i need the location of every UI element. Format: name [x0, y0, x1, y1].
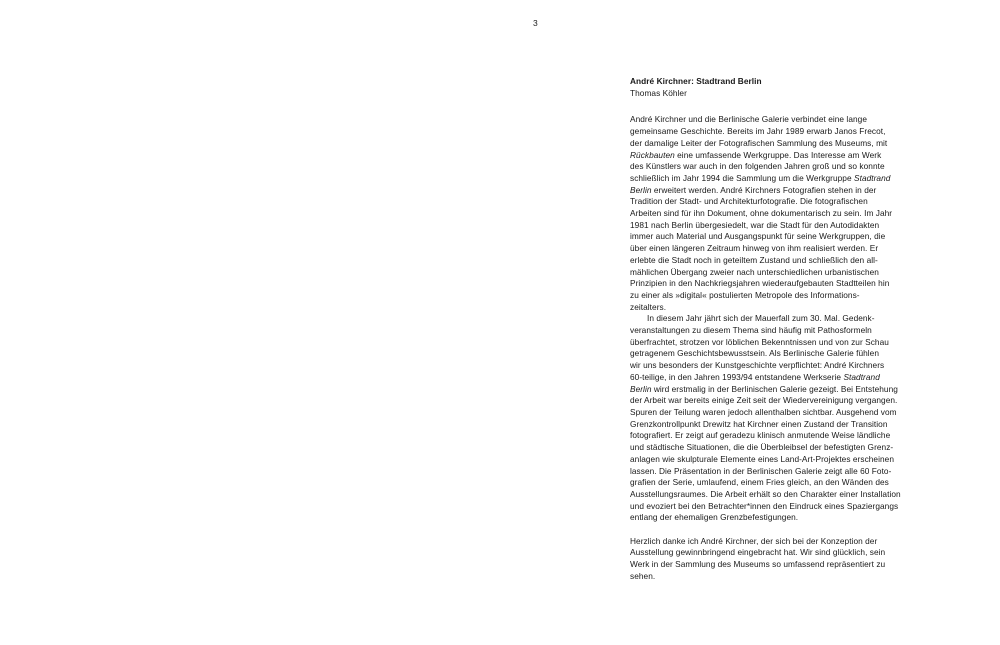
text-line: [630, 559, 920, 571]
text-run: wird erstmalig in der Berlinischen Galerie gezeigt. Bei Entstehung: [651, 383, 898, 394]
text-run: Tradition der Stadt- und Architekturfotografie. Die fotografischen: [630, 196, 868, 207]
text-run: grafien der Serie, umlaufend, einem Fries gleich, an den Wänden des: [630, 477, 889, 488]
article-author: Thomas Köhler: [630, 87, 687, 98]
text-run: Spuren der Teilung waren jedoch allenthalben sichtbar. Ausgehend vom: [630, 406, 897, 417]
text-line: [630, 384, 920, 396]
text-line: [630, 267, 920, 279]
text-line: [630, 501, 920, 513]
text-line: [630, 536, 920, 548]
text-run: Grenzkontrollpunkt Drewitz hat Kirchner einen Zustand der Transition: [630, 418, 888, 429]
text-line: [630, 547, 920, 559]
text-run: erweitert werden. André Kirchners Fotografien stehen in der: [651, 184, 877, 195]
text-run: über einen längeren Zeitraum hinweg von ihm realisiert werden. Er: [630, 243, 879, 254]
page-number: 3: [533, 18, 538, 28]
text-run: André Kirchner und die Berlinische Galerie verbindet eine lange: [630, 114, 867, 125]
italic-title-run: Stadtrand: [843, 371, 880, 382]
text-run: sehen.: [630, 570, 656, 581]
paragraph-intro: [630, 114, 920, 313]
text-line: [630, 243, 920, 255]
text-line: [630, 372, 920, 384]
text-line: [630, 407, 920, 419]
text-run: immer auch Material und Ausgangspunkt für seine Werkgruppen, die: [630, 231, 886, 242]
text-run: Herzlich danke ich André Kirchner, der sich bei der Konzeption der: [630, 535, 878, 546]
article: [630, 76, 920, 583]
text-line: [630, 173, 920, 185]
text-run: und städtische Situationen, die die Überbleibsel der befestigten Grenz-: [630, 442, 894, 453]
text-line: [630, 196, 920, 208]
text-line: [630, 138, 920, 150]
text-run: entlang der ehemaligen Grenzbefestigungen.: [630, 512, 799, 523]
italic-title-run: Stadtrand: [854, 172, 891, 183]
text-run: 1981 nach Berlin übergesiedelt, war die Stadt für den Autodidakten: [630, 219, 880, 230]
text-run: der damalige Leiter der Fotografischen Sammlung des Museums, mit: [630, 137, 888, 148]
text-line: [630, 360, 920, 372]
text-line: [630, 313, 920, 325]
text-run: schließlich im Jahr 1994 die Sammlung um die Werkgruppe: [630, 172, 854, 183]
text-line: [630, 278, 920, 290]
text-run: 60-teilige, in den Jahren 1993/94 entstandene Werkserie: [630, 371, 844, 382]
text-run: Werk in der Sammlung des Museums so umfassend repräsentiert zu: [630, 559, 886, 570]
text-line: [630, 512, 920, 524]
italic-title-run: Berlin: [630, 383, 652, 394]
article-body: [630, 114, 920, 582]
paragraph-mauerfall: [630, 313, 920, 524]
text-line: [630, 185, 920, 197]
text-line: [630, 489, 920, 501]
text-run: des Künstlers war auch in den folgenden Jahren groß und so konnte: [630, 161, 885, 172]
text-run: erlebte die Stadt noch in geteiltem Zustand und schließlich den all-: [630, 254, 878, 265]
text-line: [630, 231, 920, 243]
text-run: anlagen wie skulpturale Elemente eines Land-Art-Projektes erscheinen: [630, 453, 894, 464]
text-run: Ausstellung gewinnbringend eingebracht hat. Wir sind glücklich, sein: [630, 547, 886, 558]
text-run: veranstaltungen zu diesem Thema sind häufig mit Pathosformeln: [630, 325, 872, 336]
text-line: [630, 571, 920, 583]
text-line: [630, 466, 920, 478]
text-run: lassen. Die Präsentation in der Berlinischen Galerie zeigt alle 60 Foto-: [630, 465, 892, 476]
text-line: [630, 150, 920, 162]
italic-title-run: Rückbauten: [630, 149, 675, 160]
text-run: eine umfassende Werkgruppe. Das Interesse am Werk: [674, 149, 882, 160]
text-line: [630, 161, 920, 173]
text-line: [630, 454, 920, 466]
text-line: [630, 114, 920, 126]
text-run: zu einer als »digital« postulierten Metropole des Informations-: [630, 289, 860, 300]
text-run: fotografiert. Er zeigt auf geradezu klinisch anmutende Weise ländliche: [630, 430, 891, 441]
text-line: [630, 255, 920, 267]
text-run: getragenem Geschichtsbewusstsein. Als Berlinische Galerie fühlen: [630, 348, 880, 359]
text-run: gemeinsame Geschichte. Bereits im Jahr 1989 erwarb Janos Frecot,: [630, 126, 886, 137]
italic-title-run: Berlin: [630, 184, 652, 195]
text-line: [630, 220, 920, 232]
text-run: und evoziert bei den Betrachter*innen den Eindruck eines Spaziergangs: [630, 500, 899, 511]
text-run: Arbeiten sind für ihn Dokument, ohne dokumentarisch zu sein. Im Jahr: [630, 208, 893, 219]
text-run: überfrachtet, strotzen vor löblichen Bekenntnissen und von zur Schau: [630, 336, 889, 347]
text-line: [630, 419, 920, 431]
text-run: Ausstellungsraumes. Die Arbeit erhält so den Charakter einer Installation: [630, 488, 901, 499]
text-line: [630, 290, 920, 302]
text-run: der Arbeit war bereits einige Zeit seit der Wiedervereinigung vergangen.: [630, 395, 898, 406]
text-line: [630, 442, 920, 454]
text-line: [630, 395, 920, 407]
text-line: [630, 430, 920, 442]
text-line: [630, 348, 920, 360]
text-line: [630, 337, 920, 349]
text-run: wir uns besonders der Kunstgeschichte verpflichtet: André Kirchners: [630, 360, 885, 371]
text-line: [630, 208, 920, 220]
text-line: [630, 126, 920, 138]
paragraph-thanks: [630, 536, 920, 583]
text-line: [630, 477, 920, 489]
text-line: [630, 325, 920, 337]
paragraph-gap: [630, 524, 920, 536]
text-run: mählichen Übergang zweier nach unterschiedlichen urbanistischen: [630, 266, 879, 277]
text-run: Prinzipien in den Nachkriegsjahren wiederaufgebauten Stadtteilen hin: [630, 278, 890, 289]
text-run: zeitalters.: [630, 301, 667, 312]
article-title: André Kirchner: Stadtrand Berlin: [630, 76, 762, 86]
text-line: [630, 302, 920, 314]
text-run: In diesem Jahr jährt sich der Mauerfall zum 30. Mal. Gedenk-: [647, 313, 875, 324]
